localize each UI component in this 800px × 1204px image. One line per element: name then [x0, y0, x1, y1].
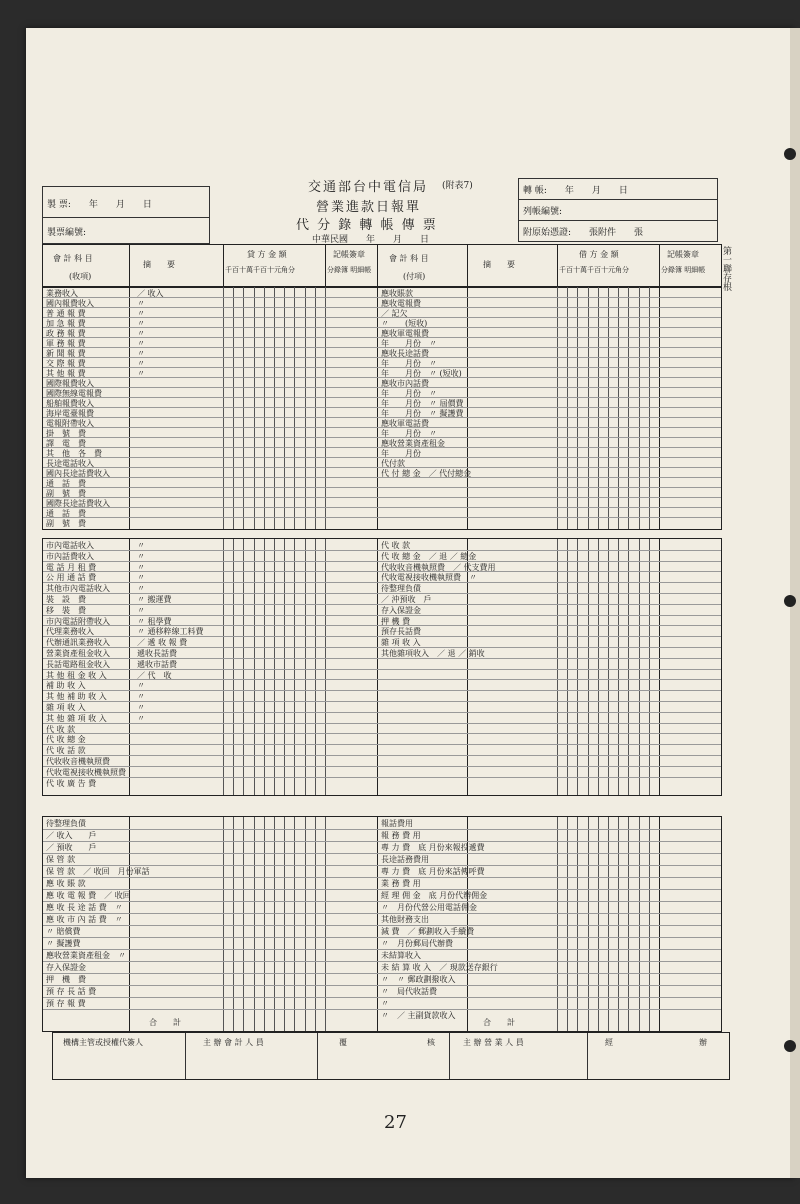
account-right-item: 長途話務費用 — [381, 855, 429, 864]
column-header — [42, 244, 722, 288]
summary-left-item: 〃 — [137, 605, 145, 615]
digit-divider — [649, 817, 650, 1031]
summary-left-item: 〃 — [137, 369, 145, 378]
summary-left-item: 〃 — [137, 584, 145, 594]
summary-left-item: ／ 收入 — [137, 289, 164, 298]
summary-left-item: 〃 租學費 — [137, 616, 172, 626]
account-right-item: 應收營業資產租金 — [381, 439, 445, 448]
account-left-item: 應 收 市 內 話 費 〃 — [46, 915, 123, 924]
signature-manager: 機構主管或授權代簽人 — [63, 1038, 143, 1047]
summary-left-item: 〃 通移粹線工料費 — [137, 627, 204, 637]
account-right-item: 雜 項 收 入 — [381, 638, 421, 648]
digit-divider — [639, 817, 640, 1031]
account-left-item: 預 存 報 費 — [46, 999, 86, 1008]
voucher-number: 製票編號: — [47, 228, 87, 238]
account-left-item: 待整理負債 — [46, 819, 86, 828]
digit-divider — [608, 817, 609, 1031]
account-right-item: 代收電視接收機執照費 〃 — [381, 573, 477, 583]
digit-divider — [557, 539, 558, 795]
digit-divider — [557, 817, 558, 1031]
account-left-item: 長話電路租金收入 — [46, 659, 110, 669]
account-left-item: 市內電話附帶收入 — [46, 616, 110, 626]
account-right-item: 未 結 算 收 入 ／ 現款送存銀行 — [381, 963, 498, 972]
credit-label: 貸 方 金 額 — [247, 250, 287, 259]
account-left-item: 副 號 費 — [46, 519, 86, 528]
digit-divider — [284, 817, 285, 1031]
account-left-item: 譯 電 費 — [46, 439, 86, 448]
account-left-item: 通 話 費 — [46, 509, 86, 518]
signature-handler-1: 經 — [605, 1038, 613, 1047]
digit-divider — [567, 539, 568, 795]
digit-divider — [628, 539, 629, 795]
digit-divider — [567, 287, 568, 529]
transfer-date: 轉 帳: 年 月 日 — [523, 186, 628, 196]
summary-left-item: 〃 — [137, 339, 145, 348]
account-right-item: 專 力 費 底 月份來報投遞費 — [381, 843, 485, 852]
digit-divider — [567, 817, 568, 1031]
digit-divider — [618, 287, 619, 529]
account-left-item: 代 收 話 款 — [46, 746, 86, 756]
form-subtitle: 代 分 錄 轉 帳 傳 票 — [296, 218, 438, 233]
account-left-item: ／ 收入 戶 — [46, 831, 97, 840]
debit-digits: 千百十萬千百十元角分 — [559, 266, 629, 274]
column-divider — [659, 287, 660, 529]
account-right-item: 應收軍電話費 — [381, 419, 429, 428]
account-left-item: 國內長途話費收入 — [46, 469, 110, 478]
account-right-item: 代收收音機執照費 ／ 代支費用 — [381, 562, 496, 572]
account-left-item: 補 助 收 入 — [46, 681, 86, 691]
page-number: 27 — [384, 1112, 407, 1133]
digit-divider — [254, 817, 255, 1031]
account-right-item: 報話費用 — [381, 819, 413, 828]
account-left-item: 存入保證金 — [46, 963, 86, 972]
digit-divider — [223, 817, 224, 1031]
digit-divider — [294, 817, 295, 1031]
summary-left-item: 〃 — [137, 329, 145, 338]
column-divider — [377, 539, 378, 795]
account-left-item: 其 他 補 助 收 入 — [46, 692, 107, 702]
account-left-item: 〃 擬護費 — [46, 939, 81, 948]
account-right-item: 代付款 — [381, 459, 405, 468]
account-left-item: 通 話 費 — [46, 479, 86, 488]
summary-left-item: ／ 代 收 — [137, 670, 172, 680]
account-right-item: 其他雜項收入 ／ 退 ／ 銷收 — [381, 649, 485, 658]
account-left-item: 〃 賠償費 — [46, 927, 81, 936]
account-right-item: 〃 ／ 主副貨款收入 — [381, 1011, 456, 1020]
account-right-item: 其他財務支出 — [381, 915, 429, 924]
account-right-item: 預存長話費 — [381, 627, 421, 637]
signature-accounting: 主 辦 會 計 人 員 — [203, 1038, 264, 1047]
digit-divider — [588, 287, 589, 529]
account-left-item: 長途電話收入 — [46, 459, 94, 468]
account-left-item: 代收電視接收機執照費 — [46, 767, 126, 777]
digit-divider — [305, 817, 306, 1031]
column-divider — [325, 287, 326, 529]
account-right-item: 押 機 費 — [381, 616, 411, 626]
record-left-label: 記帳簽章 — [333, 250, 365, 259]
digit-divider — [628, 817, 629, 1031]
row-line — [43, 507, 721, 508]
receipt-label: (收項) — [69, 272, 92, 281]
binder-hole — [784, 1040, 796, 1052]
binder-hole — [784, 148, 796, 160]
summary-left-item: 遞收市話費 — [137, 659, 177, 669]
signature-check: 核 — [427, 1038, 435, 1047]
digit-divider — [639, 539, 640, 795]
digit-divider — [254, 287, 255, 529]
account-right-item: 待整理負債 — [381, 584, 421, 594]
record-right-label: 記帳簽章 — [667, 250, 699, 259]
digit-divider — [649, 287, 650, 529]
column-divider — [129, 539, 130, 795]
account-right-item: 年 月份 〃 (短收) — [381, 369, 462, 378]
column-divider — [659, 539, 660, 795]
account-left-item: 業務收入 — [46, 289, 78, 298]
account-left-item: 普 通 報 費 — [46, 309, 86, 318]
account-right-item: 年 月份 〃 — [381, 339, 437, 348]
digit-divider — [577, 817, 578, 1031]
account-right-item: 〃 — [381, 999, 389, 1008]
account-right-label: 會 計 科 目 — [389, 254, 429, 263]
account-right-item: 〃 月份郵局代辦費 — [381, 939, 453, 948]
account-left-item: 海岸電臺報費 — [46, 409, 94, 418]
digit-divider — [618, 539, 619, 795]
row-line — [43, 766, 721, 767]
account-left-item: 國際無線電報費 — [46, 389, 102, 398]
digit-divider — [274, 817, 275, 1031]
row-line — [43, 497, 721, 498]
account-left-item: 應 收 長 途 話 費 〃 — [46, 903, 123, 912]
digit-divider — [243, 817, 244, 1031]
digit-divider — [305, 539, 306, 795]
total-left: 合 計 — [149, 1018, 181, 1027]
digit-divider — [315, 287, 316, 529]
account-left-item: 國際長途話費收入 — [46, 499, 110, 508]
digit-divider — [233, 287, 234, 529]
account-right-item: 業 務 費 用 — [381, 879, 421, 888]
summary-left-item: 〃 — [137, 681, 145, 691]
column-divider — [129, 287, 130, 529]
ledger-number: 列帳編號: — [523, 207, 563, 217]
account-left-item: 押 機 費 — [46, 975, 86, 984]
account-right-item: 報 務 費 用 — [381, 831, 421, 840]
summary-left-item: 遞收長話費 — [137, 649, 177, 658]
account-left-item: 裝 設 費 — [46, 595, 86, 604]
digit-divider — [315, 539, 316, 795]
digit-divider — [274, 287, 275, 529]
attachments: 附原始憑證: 張附件 張 — [523, 228, 644, 238]
digit-divider — [598, 539, 599, 795]
column-divider — [377, 287, 378, 529]
account-left-item: 副 號 費 — [46, 489, 86, 498]
account-right-item: 應收市內話費 — [381, 379, 429, 388]
account-left-item: 新 聞 報 費 — [46, 349, 86, 358]
account-left-item: 市內電話收入 — [46, 541, 94, 550]
row-line — [43, 744, 721, 745]
account-right-item: 〃 月份代營公用電話佣金 — [381, 903, 477, 912]
account-left-item: 軍 務 報 費 — [46, 339, 86, 348]
account-right-item: 應收長途話費 — [381, 349, 429, 358]
voucher-date: 製 票: 年 月 日 — [47, 200, 152, 210]
summary-left-item: 〃 — [137, 703, 145, 712]
account-right-item: 〃 (短收) — [381, 319, 428, 328]
account-left-item: 交 際 報 費 — [46, 359, 86, 368]
digit-divider — [243, 539, 244, 795]
summary-left-item: 〃 — [137, 299, 145, 308]
summary-left-item: ／ 遞 收 報 費 — [137, 638, 188, 648]
account-left-item: 營業資產租金收入 — [46, 649, 110, 658]
digit-divider — [233, 539, 234, 795]
digit-divider — [223, 539, 224, 795]
account-right-item: 年 月份 〃 擬護費 — [381, 409, 464, 418]
column-divider — [325, 817, 326, 1031]
ledger-section-3 — [42, 816, 722, 1032]
row-line — [43, 733, 721, 734]
digit-divider — [284, 287, 285, 529]
account-left-item: 預 存 長 話 費 — [46, 987, 97, 996]
digit-divider — [577, 287, 578, 529]
digit-divider — [274, 539, 275, 795]
account-left-item: 移 裝 費 — [46, 605, 86, 615]
account-right-item: ／ 沖預收 戶 — [381, 595, 432, 604]
account-right-item: 代 付 總 金 ／ 代付總金 — [381, 469, 472, 478]
account-left-item: 政 務 報 費 — [46, 329, 86, 338]
summary-left-item: 〃 — [137, 562, 145, 572]
signature-row — [52, 1032, 730, 1080]
digit-divider — [628, 287, 629, 529]
signature-handler-2: 辦 — [699, 1038, 707, 1047]
summary-left-item: 〃 — [137, 692, 145, 702]
account-left-item: 其 他 租 金 收 入 — [46, 670, 107, 680]
digit-divider — [294, 539, 295, 795]
summary-left-item: 〃 — [137, 309, 145, 318]
digit-divider — [608, 539, 609, 795]
account-left-item: 國內報費收入 — [46, 299, 94, 308]
account-right-item: 年 月份 〃 — [381, 389, 437, 398]
account-right-item: 應收電報費 — [381, 299, 421, 308]
digit-divider — [254, 539, 255, 795]
total-right: 合 計 — [483, 1018, 515, 1027]
account-left-item: 代 收 廣 告 費 — [46, 778, 97, 788]
account-left-item: 電報附帶收入 — [46, 419, 94, 428]
account-left-item: 代 收 總 金 — [46, 735, 86, 745]
date-line: 中華民國 年 月 日 — [312, 235, 430, 245]
digit-divider — [618, 817, 619, 1031]
summary-left-item: 〃 — [137, 573, 145, 583]
voucher-info-box — [42, 186, 210, 244]
column-divider — [467, 287, 468, 529]
digit-divider — [243, 287, 244, 529]
form-title: 營業進款日報單 — [316, 200, 422, 215]
summary-left-item: 〃 搬運費 — [137, 595, 172, 604]
digit-divider — [264, 817, 265, 1031]
row-line — [43, 487, 721, 488]
digit-divider — [315, 817, 316, 1031]
account-right-item: 應收賬款 — [381, 289, 413, 298]
digit-divider — [294, 287, 295, 529]
account-right-item: ／ 記欠 — [381, 309, 408, 318]
debit-label: 借 方 金 額 — [579, 250, 619, 259]
column-divider — [659, 817, 660, 1031]
account-right-item: 代 收 總 金 ／ 退 ／ 總金 — [381, 551, 477, 561]
digit-divider — [588, 539, 589, 795]
account-left-item: ／ 預收 戶 — [46, 843, 97, 852]
account-left-label: 會 計 科 目 — [53, 254, 93, 263]
account-left-item: 應收營業資產租金 〃 — [46, 951, 126, 960]
column-divider — [129, 817, 130, 1031]
digit-divider — [577, 539, 578, 795]
ledger-section-1 — [42, 286, 722, 530]
account-left-item: 應 收 電 報 費 ／ 收回 — [46, 891, 131, 900]
account-left-item: 代 收 款 — [46, 724, 76, 734]
account-left-item: 市內話費收入 — [46, 551, 94, 561]
digit-divider — [608, 287, 609, 529]
row-line — [43, 777, 721, 778]
digit-divider — [598, 817, 599, 1031]
summary-right-label: 摘 要 — [483, 260, 515, 269]
digit-divider — [264, 539, 265, 795]
account-right-item: 未結算收入 — [381, 951, 421, 960]
digit-divider — [598, 287, 599, 529]
digit-divider — [233, 817, 234, 1031]
summary-left-item: 〃 — [137, 359, 145, 368]
account-right-item: 應收軍電報費 — [381, 329, 429, 338]
account-left-item: 其他市內電話收入 — [46, 584, 110, 594]
account-left-item: 電 話 月 租 費 — [46, 562, 97, 572]
record-right-sub: 分錄簿 明細帳 — [661, 266, 706, 274]
summary-left-label: 摘 要 — [143, 260, 175, 269]
payment-label: (付項) — [403, 272, 426, 281]
account-left-item: 代辦通訊業務收入 — [46, 638, 110, 648]
account-right-item: 〃 局代收話費 — [381, 987, 437, 996]
record-left-sub: 分錄簿 明細帳 — [327, 266, 372, 274]
account-right-item: 年 月份 〃 屆價費 — [381, 399, 464, 408]
digit-divider — [639, 287, 640, 529]
digit-divider — [284, 539, 285, 795]
summary-left-item: 〃 — [137, 551, 145, 561]
account-left-item: 雜 項 收 入 — [46, 703, 86, 712]
account-left-item: 保 管 款 ／ 收回 月份軍話 — [46, 867, 150, 876]
digit-divider — [305, 287, 306, 529]
digit-divider — [223, 287, 224, 529]
account-right-item: 〃 〃 郵政劃撥收入 — [381, 975, 456, 984]
account-left-item: 應 收 賬 款 — [46, 879, 86, 888]
office-title: 交通部台中電信局 — [308, 180, 429, 195]
row-line — [43, 517, 721, 518]
binder-hole — [784, 595, 796, 607]
copy-note: 第一聯存根 — [721, 246, 731, 291]
account-left-item: 加 急 報 費 — [46, 319, 86, 328]
account-left-item: 代理業務收入 — [46, 627, 94, 637]
account-left-item: 公 用 通 話 費 — [46, 573, 97, 583]
account-left-item: 其 他 雜 項 收 入 — [46, 713, 107, 723]
column-divider — [325, 539, 326, 795]
row-line — [43, 755, 721, 756]
column-divider — [377, 817, 378, 1031]
credit-digits: 千百十萬千百十元角分 — [225, 266, 295, 274]
account-right-item: 專 力 費 底 月份來話傳呼費 — [381, 867, 485, 876]
account-left-item: 其 他 各 費 — [46, 449, 102, 458]
account-left-item: 其 他 報 費 — [46, 369, 86, 378]
signature-review: 覆 — [339, 1038, 347, 1047]
account-left-item: 船舶報費收入 — [46, 399, 94, 408]
account-right-item: 經 理 佣 金 底 月份代辦佣金 — [381, 891, 488, 900]
digit-divider — [588, 817, 589, 1031]
account-left-item: 國際報費收入 — [46, 379, 94, 388]
summary-left-item: 〃 — [137, 349, 145, 358]
summary-left-item: 〃 — [137, 541, 145, 550]
transfer-info-box — [518, 178, 718, 242]
account-right-item: 年 月份 〃 — [381, 359, 437, 368]
ledger-section-2 — [42, 538, 722, 796]
attachment-tag: (附表7) — [442, 181, 473, 191]
account-right-item: 年 月份 — [381, 449, 421, 458]
signature-business: 主 辦 營 業 人 員 — [463, 1038, 524, 1047]
account-right-item: 減 費 ／ 郵劃收入手續費 — [381, 927, 475, 936]
account-right-item: 代 收 款 — [381, 541, 411, 550]
digit-divider — [649, 539, 650, 795]
summary-left-item: 〃 — [137, 319, 145, 328]
digit-divider — [557, 287, 558, 529]
account-right-item: 年 月份 〃 — [381, 429, 437, 438]
summary-left-item: 〃 — [137, 713, 145, 723]
account-left-item: 代收收音機執照費 — [46, 757, 110, 766]
account-left-item: 掛 號 費 — [46, 429, 86, 438]
account-right-item: 存入保證金 — [381, 605, 421, 615]
account-left-item: 保 管 款 — [46, 855, 76, 864]
digit-divider — [264, 287, 265, 529]
